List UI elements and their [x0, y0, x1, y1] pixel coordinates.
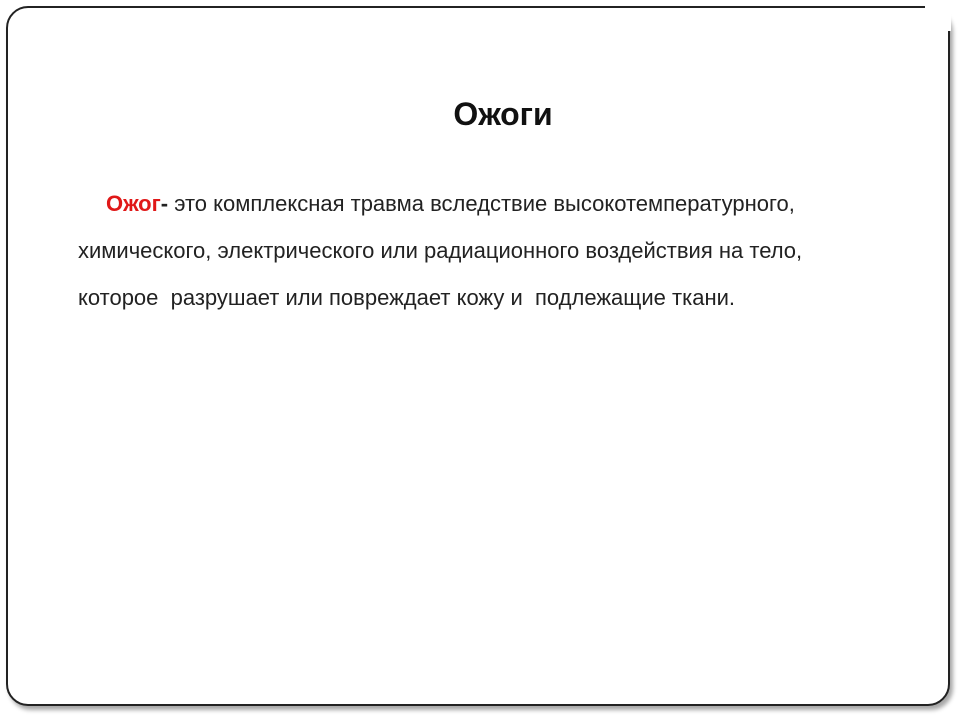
- frame-corner-cut: [925, 5, 951, 31]
- definition-line-3: которое разрушает или повреждает кожу и подлежащие ткани.: [78, 285, 736, 310]
- definition-term: Ожог: [106, 191, 161, 216]
- definition-line-1: [78, 180, 898, 227]
- slide-title: Ожоги: [453, 96, 553, 132]
- definition-line-1-text: это комплексная травма вследствие высокотемпературного,: [168, 191, 795, 216]
- definition-separator: -: [160, 191, 169, 216]
- definition-paragraph: [78, 180, 898, 321]
- definition-line-2: химического, электрического или радиационного воздействия на тело,: [78, 238, 803, 263]
